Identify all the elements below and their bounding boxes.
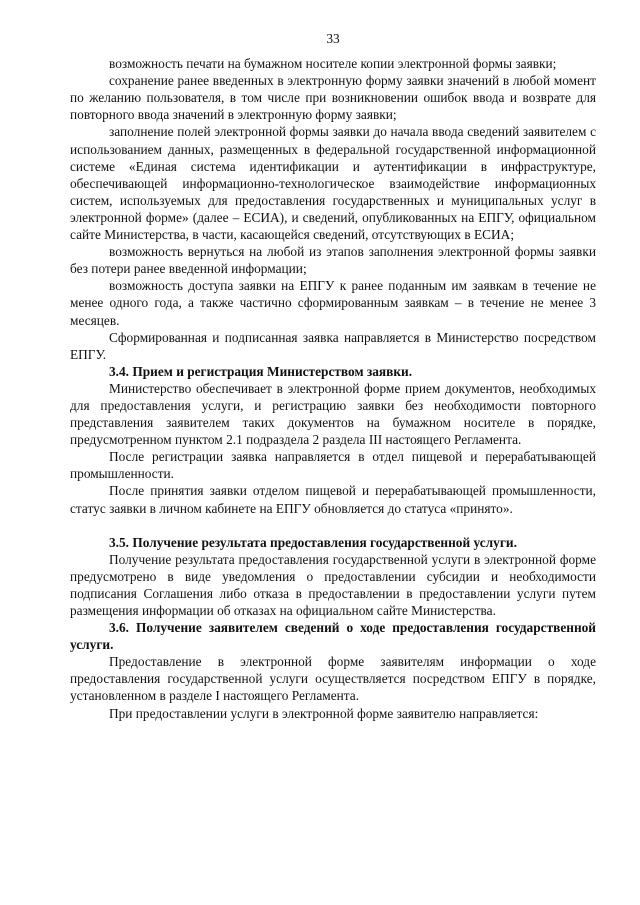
paragraph-ministry-reception: Министерство обеспечивает в электронной форме прием документов, необходимых для предоставления услуги, и регистрацию заявки без необходимости повторного представления заявителем таких документов на бумажном носителе в порядке, предусмотренном пунктом 2.1 подраздела 2 раздела III настоящего Регламента. — [70, 380, 596, 448]
section-heading-3-6: 3.6. Получение заявителем сведений о ходе предоставления государственной услуги. — [70, 620, 596, 653]
paragraph-autofill-esia: заполнение полей электронной формы заявки до начала ввода сведений заявителем с использованием данных, размещенных в федеральной государственной информационной системе «Единая система идентификации и аутентификации в инфраструктуре, обеспечивающей информационно-технологическое взаимодействие информационных систем, используемых для предоставления государственных и муниципальных услуг в электронной форме» (далее – ЕСИА), и сведений, опубликованных на ЕПГУ, официальном сайте Министерства, в части, касающейся сведений, отсутствующих в ЕСИА; — [70, 124, 596, 243]
paragraph-access-applications: возможность доступа заявки на ЕПГУ к ранее поданным им заявкам в течение не менее одного года, а также частично сформированным заявкам – в течение не менее 3 месяцев. — [70, 278, 596, 328]
paragraph-progress-info: Предоставление в электронной форме заявителям информации о ходе предоставления государственной услуги осуществляется посредством ЕПГУ в порядке, установленном в разделе I настоящего Регламента. — [70, 654, 596, 704]
paragraph-return-to-step: возможность вернуться на любой из этапов заполнения электронной формы заявки без потери ранее введенной информации; — [70, 244, 596, 277]
paragraph-notification-list: При предоставлении услуги в электронной форме заявителю направляется: — [109, 705, 539, 721]
section-heading-3-5: 3.5. Получение результата предоставления государственной услуги. — [109, 534, 517, 550]
paragraph-print-copy: возможность печати на бумажном носителе копии электронной формы заявки; — [109, 56, 557, 72]
paragraph-submission: Сформированная и подписанная заявка направляется в Министерство посредством ЕПГУ. — [70, 329, 596, 362]
paragraph-save-values: сохранение ранее введенных в электронную форму заявки значений в любой момент по желанию пользователя, в том числе при возникновении ошибок ввода и возврате для повторного ввода значений в электронную форму заявки; — [70, 73, 596, 123]
paragraph-status-accepted: После принятия заявки отделом пищевой и перерабатывающей промышленности, статус заявки в личном кабинете на ЕПГУ обновляется до статуса «принято». — [70, 483, 596, 516]
paragraph-result-notification: Получение результата предоставления государственной услуги в электронной форме предусмотрено в виде уведомления о предоставлении субсидии и необходимости подписания Соглашения либо отказа в предоставлении в предоставлении услуги путем размещения информации об отказах на официальном сайте Министерства. — [70, 551, 596, 618]
page-number: 33 — [326, 31, 340, 46]
paragraph-after-registration: После регистрации заявка направляется в отдел пищевой и перерабатывающей промышленности. — [70, 449, 596, 482]
section-heading-3-4: 3.4. Прием и регистрация Министерством заявки. — [109, 363, 413, 379]
